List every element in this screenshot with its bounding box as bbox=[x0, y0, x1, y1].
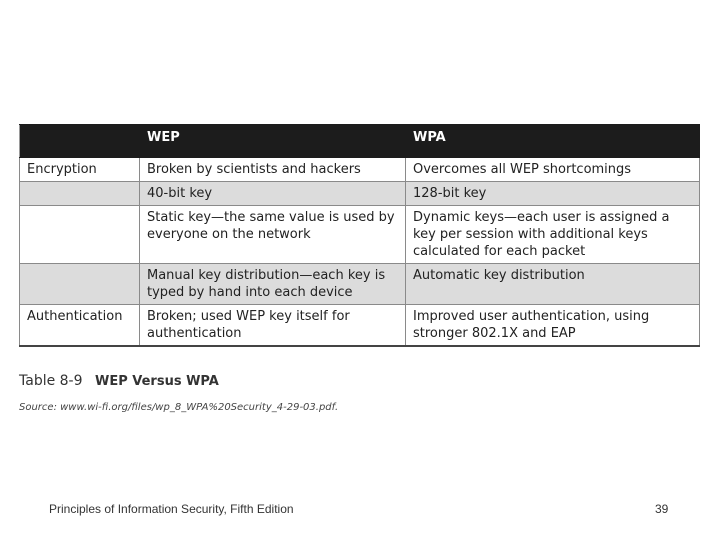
table-header-row bbox=[20, 125, 700, 158]
header-cell-empty bbox=[20, 125, 140, 158]
row-label bbox=[20, 206, 140, 264]
header-cell-wep: WEP bbox=[140, 125, 406, 158]
wep-cell: Broken; used WEP key itself for authentication bbox=[140, 305, 406, 347]
table-row bbox=[20, 264, 700, 305]
wpa-cell: Dynamic keys—each user is assigned a key per session with additional keys calculated for each packet bbox=[406, 206, 700, 264]
wep-cell: Manual key distribution—each key is typed by hand into each device bbox=[140, 264, 406, 305]
wep-cell: Static key—the same value is used by everyone on the network bbox=[140, 206, 406, 264]
comparison-table bbox=[19, 124, 700, 347]
wpa-cell: Overcomes all WEP shortcomings bbox=[406, 158, 700, 182]
wpa-cell: Improved user authentication, using stronger 802.1X and EAP bbox=[406, 305, 700, 347]
table-caption bbox=[19, 373, 219, 389]
caption-title: WEP Versus WPA bbox=[94, 374, 219, 389]
table-row bbox=[20, 182, 700, 206]
table-row bbox=[20, 305, 700, 347]
wep-cell: Broken by scientists and hackers bbox=[140, 158, 406, 182]
row-label bbox=[20, 264, 140, 305]
row-label bbox=[20, 182, 140, 206]
page-number: 39 bbox=[655, 502, 669, 516]
wpa-cell: 128-bit key bbox=[406, 182, 700, 206]
row-label: Encryption bbox=[20, 158, 140, 182]
footer-book-title: Principles of Information Security, Fifth Edition bbox=[49, 502, 294, 516]
row-label: Authentication bbox=[20, 305, 140, 347]
caption-number: Table 8-9 bbox=[19, 373, 83, 389]
wep-cell: 40-bit key bbox=[140, 182, 406, 206]
header-cell-wpa: WPA bbox=[406, 125, 700, 158]
table-row bbox=[20, 158, 700, 182]
wpa-cell: Automatic key distribution bbox=[406, 264, 700, 305]
source-note: Source: www.wi-fi.org/files/wp_8_WPA%20Security_4-29-03.pdf. bbox=[19, 402, 339, 413]
table-row bbox=[20, 206, 700, 264]
